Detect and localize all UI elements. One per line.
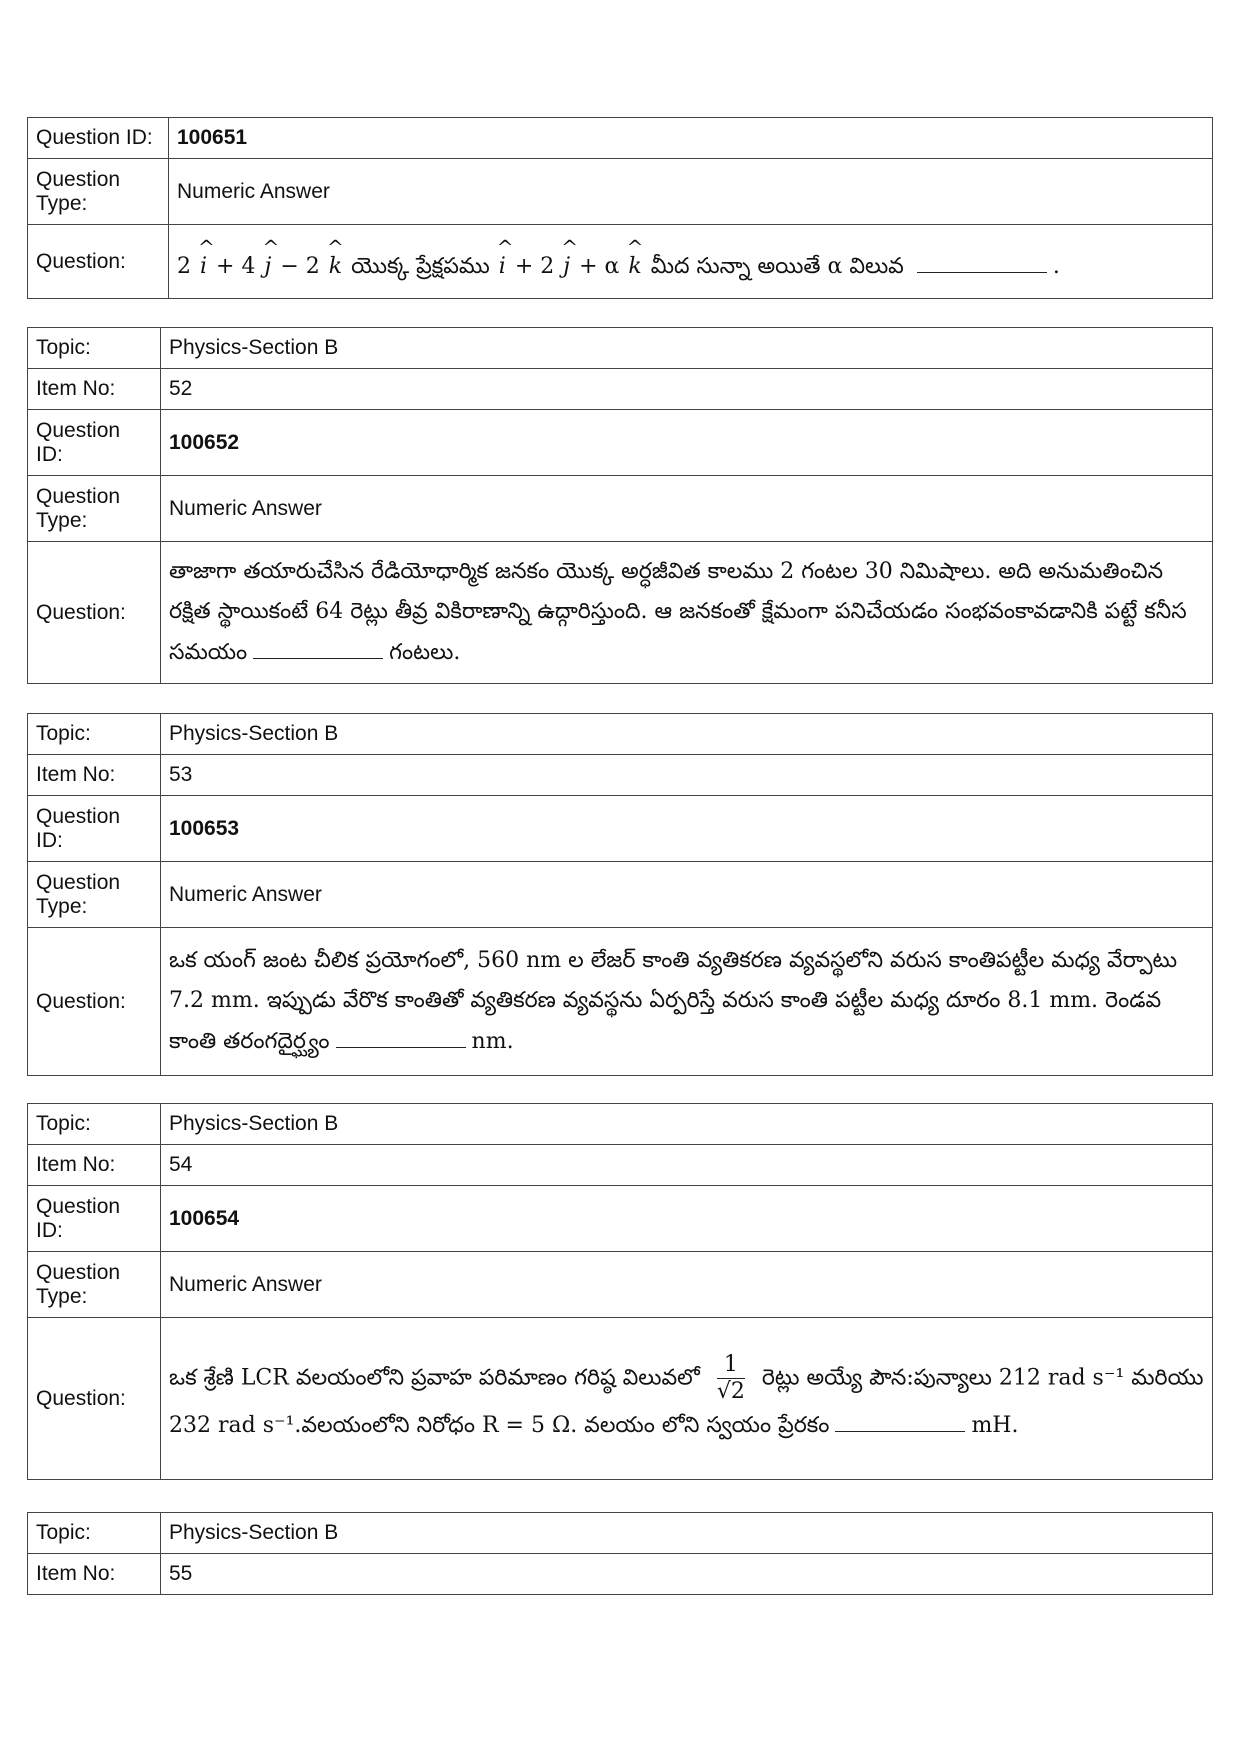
question-id-value: 100651 (169, 118, 1213, 159)
topic-value: Physics-Section B (161, 714, 1213, 755)
q-end: . (1052, 254, 1060, 279)
topic-label: Topic: (28, 1513, 161, 1554)
answer-blank (336, 1021, 466, 1048)
question-type-label: Question Type: (28, 862, 161, 928)
q-text: యొక్క ప్రేక్షపము (351, 254, 490, 279)
topic-value: Physics-Section B (161, 1104, 1213, 1145)
j-hat-symbol: ^ j (561, 247, 572, 287)
q-term: 2 (177, 254, 191, 279)
k-hat-symbol: ^ k (327, 247, 344, 287)
q-term: − 2 (280, 254, 320, 279)
question-label: Question: (28, 225, 169, 299)
item-no-label: Item No: (28, 1554, 161, 1595)
question-id-value: 100652 (161, 410, 1213, 476)
question-table-100654 (27, 1103, 1213, 1480)
fraction-denominator: √2 (716, 1378, 745, 1404)
question-id-label: Question ID: (28, 410, 161, 476)
i-hat-symbol: ^ i (198, 247, 209, 287)
i-hat-symbol: ^ i (497, 247, 508, 287)
question-type-label: Question Type: (28, 1252, 161, 1318)
q-term: + α (579, 254, 620, 279)
question-text (161, 542, 1213, 684)
question-type-value: Numeric Answer (161, 476, 1213, 542)
q-text: ఒక శ్రేణి LCR వలయంలోని ప్రవాహ పరిమాణం గరిష్ఠ విలువలో (169, 1365, 700, 1390)
question-type-value: Numeric Answer (161, 862, 1213, 928)
question-id-label: Question ID: (28, 118, 169, 159)
question-type-value: Numeric Answer (169, 159, 1213, 225)
topic-value: Physics-Section B (161, 328, 1213, 369)
q-term: + 2 (514, 254, 555, 279)
question-type-value: Numeric Answer (161, 1252, 1213, 1318)
q-text: తాజాగా తయారుచేసిన రేడియోధార్మిక జనకం యొక్క అర్ధజీవిత కాలము 2 గంటల 30 నిమిషాలు. అది అనుమతించిన రక్షిత స్థాయికంటే 64 రెట్లు తీవ్ర వికిరాణాన్ని ఉద్గారిస్తుంది. ఆ జనకంతో క్షేమంగా పనిచేయడం సంభవంకావడానికి పట్టే కనీస సమయం (169, 559, 1187, 665)
question-table-100653 (27, 713, 1213, 1076)
q-text-after: nm. (471, 1029, 514, 1054)
question-table-100651 (27, 117, 1213, 299)
topic-label: Topic: (28, 714, 161, 755)
q-text-after: mH. (971, 1412, 1019, 1438)
question-id-value: 100654 (161, 1186, 1213, 1252)
question-id-label: Question ID: (28, 1186, 161, 1252)
topic-label: Topic: (28, 1104, 161, 1145)
item-no-value: 53 (161, 755, 1213, 796)
fraction (717, 1352, 745, 1405)
topic-label: Topic: (28, 328, 161, 369)
item-no-label: Item No: (28, 369, 161, 410)
k-hat-symbol: ^ k (626, 247, 643, 287)
fraction-numerator: 1 (717, 1352, 745, 1379)
question-text (161, 1318, 1213, 1480)
item-no-label: Item No: (28, 755, 161, 796)
q-text: ఒక యంగ్ జంట చీలిక ప్రయోగంలో, 560 nm ల లేజర్ కాంతి వ్యతికరణ వ్యవస్థలోని వరుస కాంతిపట్టీల మధ్య వేర్పాటు 7.2 mm. ఇప్పుడు వేరొక కాంతితో వ్యతికరణ వ్యవస్థను ఏర్పరిస్తే వరుస కాంతి పట్టీల మధ్య దూరం 8.1 mm. రెండవ కాంతి తరంగదైర్ఘ్యం (169, 948, 1178, 1054)
j-hat-symbol: ^ j (262, 247, 273, 287)
question-table-100652 (27, 327, 1213, 684)
question-table-item-55 (27, 1512, 1213, 1595)
question-id-value: 100653 (161, 796, 1213, 862)
question-label: Question: (28, 1318, 161, 1480)
question-type-label: Question Type: (28, 476, 161, 542)
question-type-label: Question Type: (28, 159, 169, 225)
question-id-label: Question ID: (28, 796, 161, 862)
item-no-value: 52 (161, 369, 1213, 410)
answer-blank (917, 246, 1047, 273)
q-text: రెట్లు అయ్యే పౌన:పున్యాలు 212 rad s⁻¹ మరియు 232 rad s⁻¹.వలయంలోని నిరోధం R = 5 Ω. వలయం లోని స్వయం ప్రేరకం (169, 1365, 1204, 1438)
item-no-value: 55 (161, 1554, 1213, 1595)
q-text: మీద సున్నా అయితే α విలువ (650, 254, 904, 279)
answer-blank (253, 632, 383, 659)
q-term: + 4 (216, 254, 256, 279)
q-text-after: గంటలు. (389, 640, 461, 665)
question-label: Question: (28, 928, 161, 1076)
question-label: Question: (28, 542, 161, 684)
topic-value: Physics-Section B (161, 1513, 1213, 1554)
question-text (169, 225, 1213, 299)
item-no-value: 54 (161, 1145, 1213, 1186)
item-no-label: Item No: (28, 1145, 161, 1186)
answer-blank (835, 1405, 965, 1432)
question-text (161, 928, 1213, 1076)
